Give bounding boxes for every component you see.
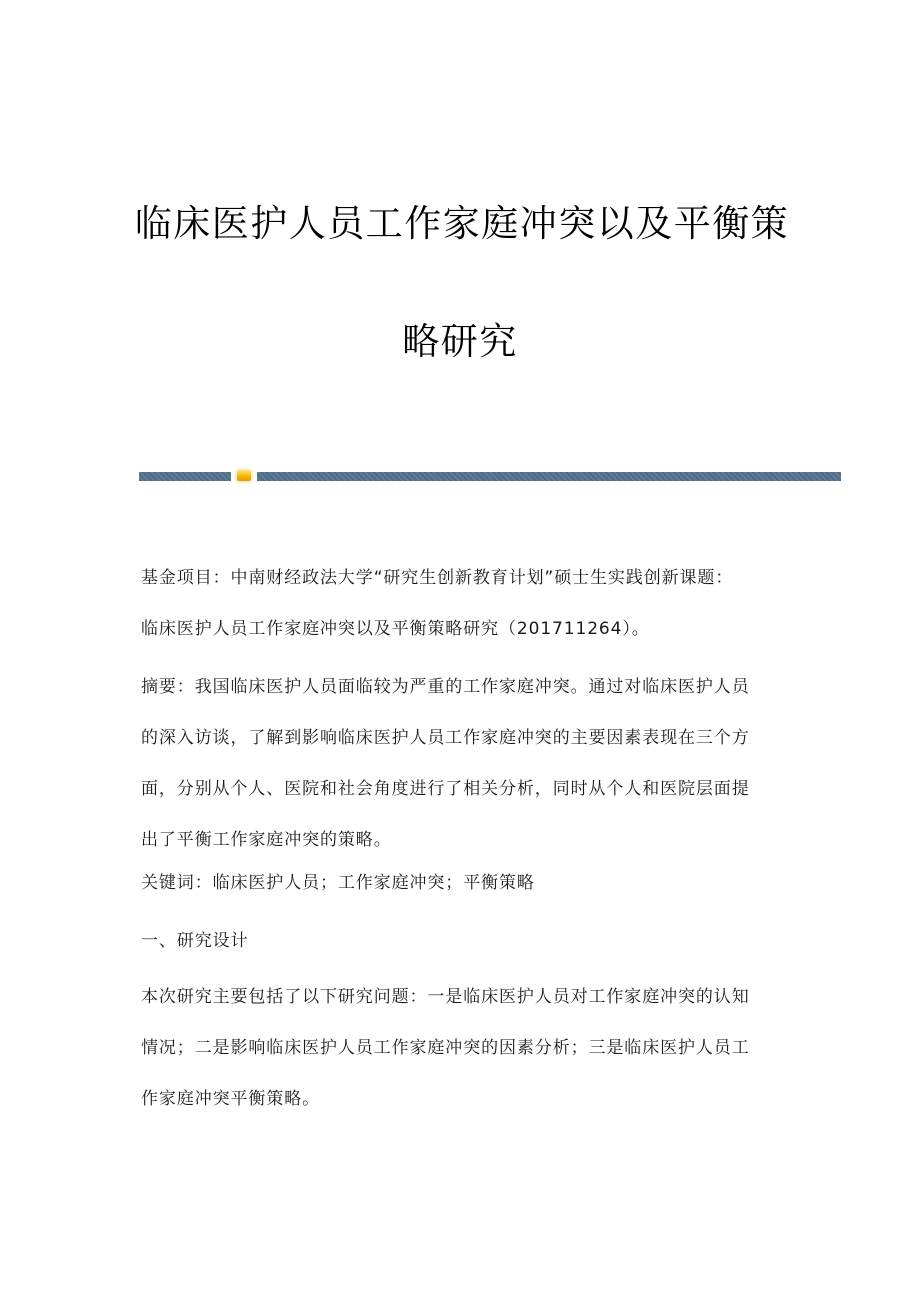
abstract-line: 面，分别从个人、医院和社会角度进行了相关分析，同时从个人和医院层面提 (141, 779, 750, 799)
keywords-line: 关键词：临床医护人员；工作家庭冲突；平衡策略 (141, 873, 535, 893)
divider-bar-left (139, 472, 231, 481)
document-title-line-2: 略研究 (402, 320, 518, 363)
fund-line: 临床医护人员工作家庭冲突以及平衡策略研究（201711264）。 (141, 619, 650, 639)
abstract-line: 的深入访谈，了解到影响临床医护人员工作家庭冲突的主要因素表现在三个方 (141, 728, 750, 748)
fund-statement (141, 553, 781, 655)
section-paragraph (141, 972, 781, 1125)
abstract (141, 662, 781, 866)
section-heading (141, 916, 781, 967)
divider-bar-right (257, 472, 841, 481)
document-title-line-1: 临床医护人员工作家庭冲突以及平衡策 (134, 202, 790, 245)
abstract-line: 摘要：我国临床医护人员面临较为严重的工作家庭冲突。通过对临床医护人员 (141, 677, 750, 697)
section-heading-text: 一、研究设计 (141, 931, 249, 951)
paragraph-line: 作家庭冲突平衡策略。 (141, 1089, 320, 1109)
fund-line: 基金项目：中南财经政法大学“研究生创新教育计划”硕士生实践创新课题： (141, 568, 734, 588)
abstract-line: 出了平衡工作家庭冲突的策略。 (141, 830, 392, 850)
decorative-divider (139, 472, 841, 481)
gem-ornament-icon (237, 470, 251, 481)
paragraph-line: 情况；二是影响临床医护人员工作家庭冲突的因素分析；三是临床医护人员工 (141, 1038, 750, 1058)
keywords (141, 858, 781, 909)
paragraph-line: 本次研究主要包括了以下研究问题：一是临床医护人员对工作家庭冲突的认知 (141, 987, 750, 1007)
